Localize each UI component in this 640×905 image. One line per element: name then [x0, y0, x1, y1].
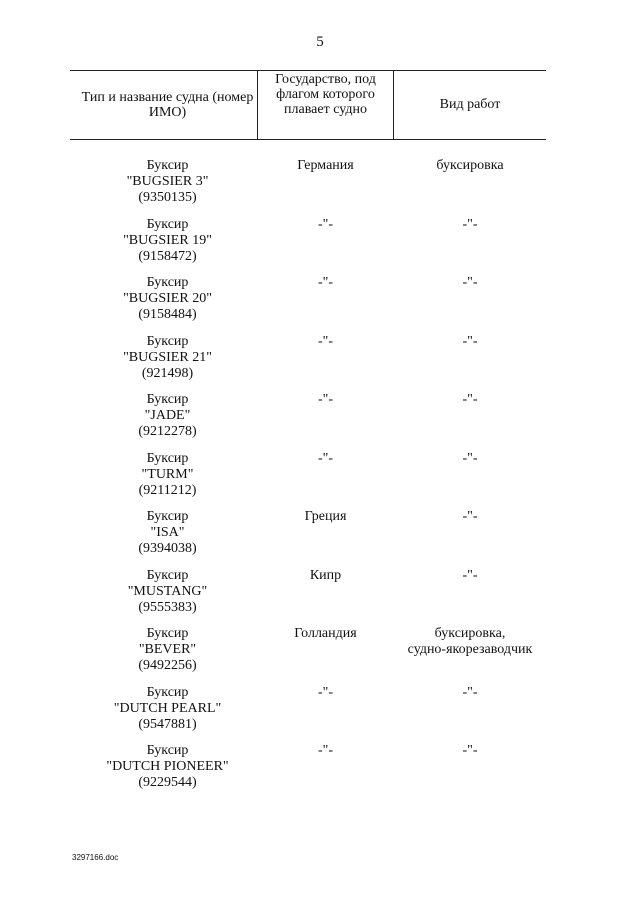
page-number: 5 [316, 34, 324, 50]
flag-state: Германия [297, 158, 354, 173]
vessel-type: Буксир [146, 626, 189, 641]
table-body [0, 158, 640, 802]
work-type: -"- [462, 275, 478, 290]
table-top-rule [70, 70, 546, 71]
work-type-extra: судно-якорезаводчик [407, 642, 533, 657]
header-flag-state: Государство, под флагом которого плавает судно [275, 72, 376, 117]
work-type: -"- [462, 333, 478, 349]
table-row [0, 743, 640, 802]
vessel-cell [80, 685, 255, 733]
flag-state: -"- [317, 333, 334, 349]
flag-cell [258, 509, 393, 525]
flag-cell [258, 392, 393, 408]
flag-cell [258, 743, 393, 759]
flag-state: Кипр [309, 567, 342, 583]
vessel-name: "DUTCH PEARL" [113, 700, 222, 716]
vessel-cell [80, 451, 255, 499]
vessel-imo: (9158484) [138, 307, 197, 322]
vessel-imo: (9547881) [138, 716, 197, 732]
vessel-cell [80, 568, 255, 616]
work-cell [395, 158, 545, 174]
table-header-rule [70, 139, 546, 140]
vessel-imo: (9229544) [138, 775, 197, 790]
flag-cell [258, 334, 393, 350]
vessel-type: Буксир [146, 567, 189, 583]
vessel-type: Буксир [146, 216, 189, 232]
flag-cell [258, 685, 393, 701]
vessel-cell [80, 509, 255, 557]
vessel-name: "BUGSIER 21" [123, 349, 212, 365]
work-type: -"- [462, 509, 478, 524]
vessel-type: Буксир [146, 333, 189, 349]
work-cell [395, 275, 545, 291]
table-row [0, 392, 640, 451]
vessel-name: "MUSTANG" [127, 583, 208, 599]
vessel-imo: (9211212) [138, 482, 197, 498]
table-row [0, 158, 640, 217]
vessel-imo: (921498) [141, 365, 194, 381]
vessel-type: Буксир [146, 275, 189, 290]
vessel-type: Буксир [146, 684, 189, 700]
vessel-imo: (9158472) [138, 248, 197, 264]
vessel-cell [80, 392, 255, 440]
flag-state: -"- [317, 684, 334, 700]
work-type: -"- [462, 450, 478, 466]
work-cell [395, 743, 545, 759]
vessel-name: "ISA" [150, 525, 185, 540]
vessel-name: "BEVER" [138, 642, 197, 657]
vessel-name: "DUTCH PIONEER" [106, 759, 229, 774]
table-row [0, 568, 640, 627]
work-type: -"- [462, 392, 478, 407]
flag-state: -"- [317, 450, 334, 466]
vessel-type: Буксир [146, 509, 189, 524]
flag-state: -"- [317, 216, 334, 232]
work-cell [395, 568, 545, 584]
work-cell [395, 626, 545, 658]
work-type: -"- [462, 743, 478, 758]
vessel-cell [80, 334, 255, 382]
table-row [0, 685, 640, 744]
flag-state: -"- [317, 275, 334, 290]
table-row [0, 217, 640, 276]
flag-state: -"- [317, 392, 334, 407]
work-cell [395, 685, 545, 701]
header-work-type: Вид работ [439, 97, 501, 112]
vessel-name: "BUGSIER 19" [123, 232, 212, 248]
work-cell [395, 217, 545, 233]
vessel-imo: (9555383) [138, 599, 197, 615]
vessel-imo: (9492256) [138, 658, 197, 673]
footer-filename: 3297166.doc [72, 853, 119, 862]
work-cell [395, 392, 545, 408]
vessel-imo: (9212278) [138, 424, 197, 439]
work-cell [395, 451, 545, 467]
vessel-cell [80, 217, 255, 265]
flag-cell [258, 626, 393, 642]
vessel-cell [80, 158, 255, 206]
table-row [0, 626, 640, 685]
vessel-cell [80, 626, 255, 674]
vessel-type: Буксир [146, 158, 189, 173]
work-type: -"- [462, 567, 478, 583]
flag-cell [258, 451, 393, 467]
work-cell [395, 509, 545, 525]
vessel-name: "JADE" [144, 408, 191, 423]
vessel-name: "TURM" [141, 466, 194, 482]
flag-cell [258, 275, 393, 291]
header-vessel: Тип и название судна (номер ИМО) [81, 90, 254, 120]
table-row [0, 275, 640, 334]
vessel-cell [80, 275, 255, 323]
vessel-imo: (9394038) [138, 541, 197, 556]
flag-cell [258, 568, 393, 584]
flag-state: Греция [304, 509, 347, 524]
flag-cell [258, 217, 393, 233]
work-cell [395, 334, 545, 350]
vessel-cell [80, 743, 255, 791]
work-type: буксировка, [434, 626, 506, 641]
flag-state: -"- [317, 743, 334, 758]
table-row [0, 334, 640, 393]
vessel-name: "BUGSIER 20" [123, 291, 212, 306]
vessel-imo: (9350135) [138, 190, 197, 205]
work-type: -"- [462, 684, 478, 700]
vessel-name: "BUGSIER 3" [126, 174, 209, 189]
work-type: буксировка [436, 158, 504, 173]
vessel-type: Буксир [146, 392, 189, 407]
flag-cell [258, 158, 393, 174]
vessel-type: Буксир [146, 450, 189, 466]
vessel-type: Буксир [146, 743, 189, 758]
flag-state: Голландия [294, 626, 357, 641]
table-row [0, 509, 640, 568]
column-divider [393, 70, 394, 139]
table-row [0, 451, 640, 510]
work-type: -"- [462, 216, 478, 232]
